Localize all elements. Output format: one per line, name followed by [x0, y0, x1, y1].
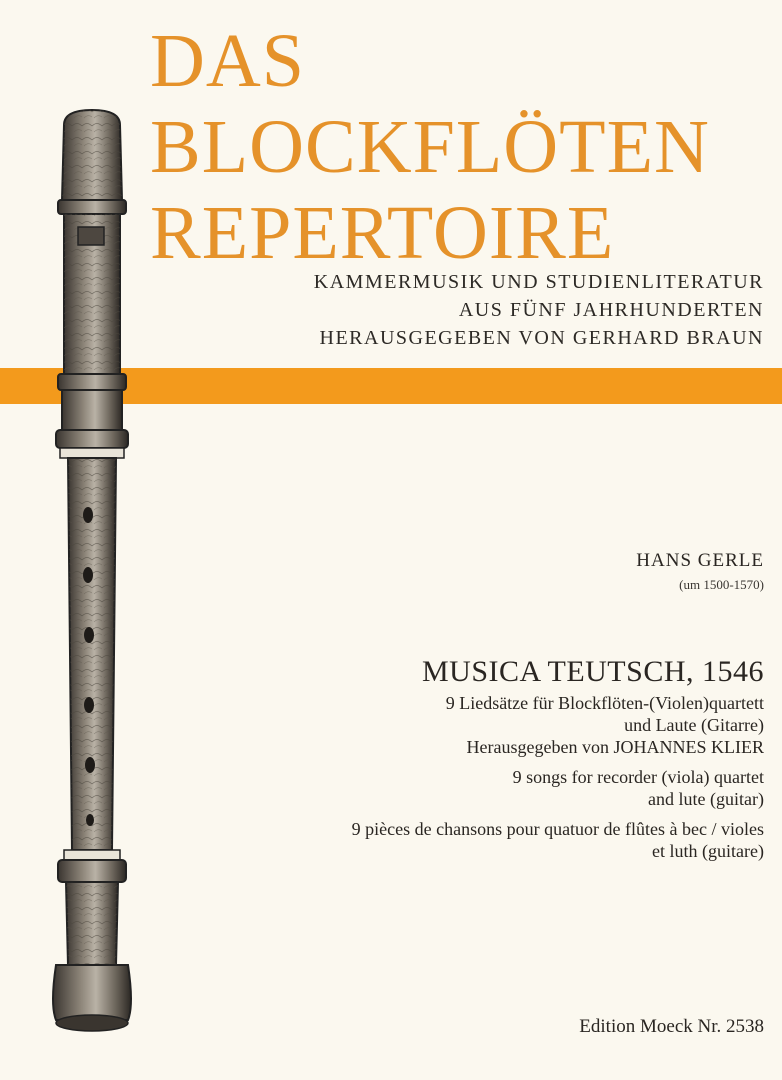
french-desc-line-1: 9 pièces de chansons pour quatuor de flûtes à bec / violes: [351, 819, 764, 839]
french-desc-line-2: et luth (guitare): [652, 841, 764, 861]
cover-title: [150, 18, 770, 276]
work-title: MUSICA TEUTSCH, 1546: [422, 655, 764, 688]
series-subtitle: [314, 268, 764, 352]
english-desc-line-1: 9 songs for recorder (viola) quartet: [512, 767, 764, 787]
composer-block: [636, 548, 764, 596]
english-desc-line-2: and lute (guitar): [648, 789, 764, 809]
editor-line: Herausgegeben von JOHANNES KLIER: [466, 737, 764, 757]
title-line-1: DAS: [150, 19, 306, 103]
composer-name: HANS GERLE: [636, 550, 764, 571]
title-line-2: BLOCKFLÖTEN: [150, 105, 710, 189]
composer-dates: (um 1500-1570): [679, 577, 764, 592]
subtitle-line-1: KAMMERMUSIK UND STUDIENLITERATUR: [313, 271, 764, 293]
recorder-illustration-icon: [42, 105, 142, 1035]
edition-number: Edition Moeck Nr. 2538: [579, 1016, 764, 1037]
subtitle-line-2: AUS FÜNF JAHRHUNDERTEN: [458, 299, 764, 321]
subtitle-line-3: HERAUSGEGEBEN VON GERHARD BRAUN: [319, 327, 764, 349]
german-desc-line-2: und Laute (Gitarre): [624, 715, 764, 735]
title-line-3: REPERTOIRE: [150, 191, 615, 275]
work-block: [352, 652, 764, 862]
german-desc-line-1: 9 Liedsätze für Blockflöten-(Violen)quartett: [445, 693, 764, 713]
